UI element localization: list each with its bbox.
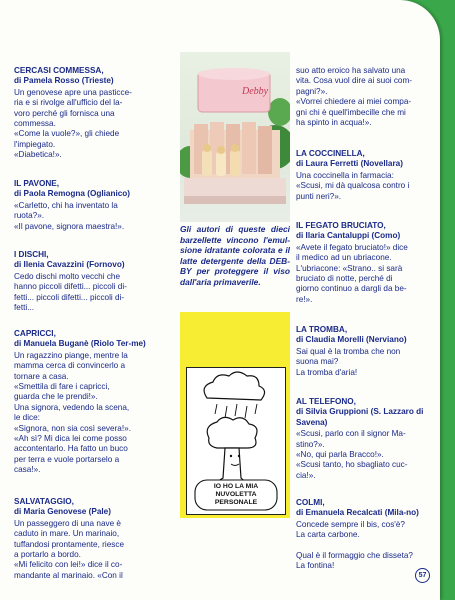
cloud-tree-drawing [187,368,285,514]
joke-capricci [14,329,166,476]
joke-title: CERCASI COMMESSA, [14,66,104,75]
text-line: pagni?». [296,86,328,96]
text-line: «Carletto, chi ha inventato la [14,200,118,210]
joke-body [296,429,434,481]
text-line: ruota?». [14,211,45,221]
balloon-text: IO HO LA MIA NUVOLETTA PERSONALE [213,483,259,506]
text-line: «Vorrei chiedere ai miei compa- [296,97,412,107]
text-line: «Avete il fegato bruciato!» dice [296,242,408,252]
text-line: fetti... [14,303,35,313]
text-line: «Smettila di fare i capricci, [14,382,110,392]
text-line: hanno piccoli difetti... piccoli di- [14,282,127,292]
text-line: Un passeggero di una nave è [14,518,121,528]
text-line: a portarlo a bordo. [14,550,81,560]
photo-caption: Gli autori di queste dieci barzellette vincono l'emul-sione idratante colorata e il latte detergente della DEB-BY per proteggere il viso dall'aria primaverile. [180,224,290,287]
text-line: mandante al marinaio. «Con il [14,570,123,580]
joke-commessa [14,66,166,161]
text-line: tornare a casa. [14,371,69,381]
joke-author: di Ilaria Cantaluppi (Como) [296,231,401,241]
text-line: «Come la vuole?», gli chiede [14,129,120,139]
joke-title: I DISCHI, [14,250,49,259]
text-line: Qual è il formaggio che disseta? [296,551,413,561]
joke-continuation [296,66,434,128]
joke-author: di Ilenia Cavazzini (Fornovo) [14,260,125,270]
joke-body [14,88,166,161]
joke-coccinella [296,149,434,202]
joke-title: CAPRICCI, [14,329,56,338]
joke-author: di Manuela Buganè (Riolo Ter-me) [14,339,146,349]
joke-author: di Maria Genovese (Pale) [14,507,111,517]
text-line: stino?». [296,439,325,449]
text-line: caduto in mare. Un marinaio, [14,529,120,539]
text-line: fetti... piccoli difetti... piccoli di- [14,292,125,302]
joke-tromba [296,325,434,378]
text-line: giorno continuo a dargli da be- [296,284,407,294]
joke-title: SALVATAGGIO, [14,497,74,506]
text-line: «Mi felicito con lei!» dice il co- [14,560,123,570]
joke-telefono [296,397,434,481]
product-illustration [180,52,290,222]
text-line: le dice: [14,413,40,423]
product-photo [180,52,290,222]
text-line: ha spinto in acqua!». [296,118,372,128]
text-line: vita. Cosa vuol dire ai suoi com- [296,76,413,86]
joke-title: LA TROMBA, [296,325,348,334]
joke-body [296,66,434,128]
joke-pavone [14,179,166,232]
joke-body [14,201,166,232]
text-line: «Il pavone, signora maestra!». [14,221,125,231]
text-line: suona mai? [296,357,339,367]
text-line: Sai qual è la tromba che non [296,346,401,356]
joke-body [296,171,434,202]
joke-author: di Pamela Rosso (Trieste) [14,76,114,86]
text-line: Un genovese apre una pasticce- [14,87,132,97]
text-line: tuffandosi prontamente, riesce [14,539,124,549]
text-line: accontentarlo. Ha fatto un buco [14,444,128,454]
text-line: Un ragazzino piange, mentre la [14,350,128,360]
cartoon-panel [180,312,290,518]
text-line: voro perché gli fornisca una [14,108,115,118]
joke-author: di Laura Ferretti (Novellara) [296,159,403,169]
joke-body [296,243,434,305]
text-line: «Scusi tanto, ho sbagliato cuc- [296,460,408,470]
text-line [296,541,434,551]
joke-title: IL FEGATO BRUCIATO, [296,221,386,230]
text-line: L'ubriacone: «Strano.. si sarà [296,263,403,273]
text-line: casa!». [14,465,41,475]
joke-body [296,347,434,378]
joke-body [296,520,434,572]
joke-dischi [14,250,166,313]
text-line: suo atto eroico ha salvato una [296,66,406,75]
text-line: gni chi è quell'imbecille che mi [296,107,406,117]
joke-body [14,351,166,476]
text-line: re!». [296,294,313,304]
text-line: La fontina! [296,561,335,571]
text-line: commessa. [14,119,56,129]
text-line: «Signora, non sia così severa!». [14,423,131,433]
joke-salvataggio [14,497,166,581]
text-line: mamma cerca di convincerlo a [14,361,126,371]
text-line: «Scusi, parlo con il signor Ma- [296,429,406,439]
text-line: ria e si rivolge all'ufficio del la- [14,98,123,108]
joke-body [14,272,166,314]
joke-author: di Paola Remogna (Oglianico) [14,189,131,199]
text-line: Una signora, vedendo la scena, [14,402,130,412]
page-number: 57 [415,568,430,583]
text-line: l'impiegato. [14,139,56,149]
joke-colmi [296,498,434,572]
text-line: Concede sempre il bis, cos'è? [296,519,405,529]
text-line: «Diabetica!». [14,150,62,160]
text-line: La carta carbone. [296,530,360,540]
cartoon-frame [186,367,286,515]
text-line: guarda che le prendi!». [14,392,98,402]
brand-text: Debby [242,86,269,97]
text-line: Cedo dischi molto vecchi che [14,271,121,281]
text-line: «Ah sì? Mi dica lei come posso [14,434,127,444]
joke-title: COLMI, [296,498,325,507]
text-line: punti neri?». [296,191,342,201]
text-line: Una coccinella in farmacia: [296,170,394,180]
text-line: «No, qui parla Bracco!». [296,450,384,460]
text-line: per terra e vuole portarselo a [14,454,120,464]
text-line: «Scusi, mi dà qualcosa contro i [296,181,410,191]
joke-author: di Claudia Morelli (Nerviano) [296,335,407,345]
joke-title: IL PAVONE, [14,179,60,188]
text-line: il medico ad un ubriacone. [296,253,392,263]
joke-body [14,519,166,581]
text-line: bruciato di notte, perché di [296,274,393,284]
text-line: La tromba d'aria! [296,367,358,377]
text-line: cia!». [296,470,316,480]
joke-title: LA COCCINELLA, [296,149,365,158]
joke-author: di Emanuela Recalcati (Mila-no) [296,508,419,518]
joke-title: AL TELEFONO, [296,397,356,406]
joke-author: di Silvia Gruppioni (S. Lazzaro di Savena) [296,407,424,427]
joke-fegato [296,221,434,305]
